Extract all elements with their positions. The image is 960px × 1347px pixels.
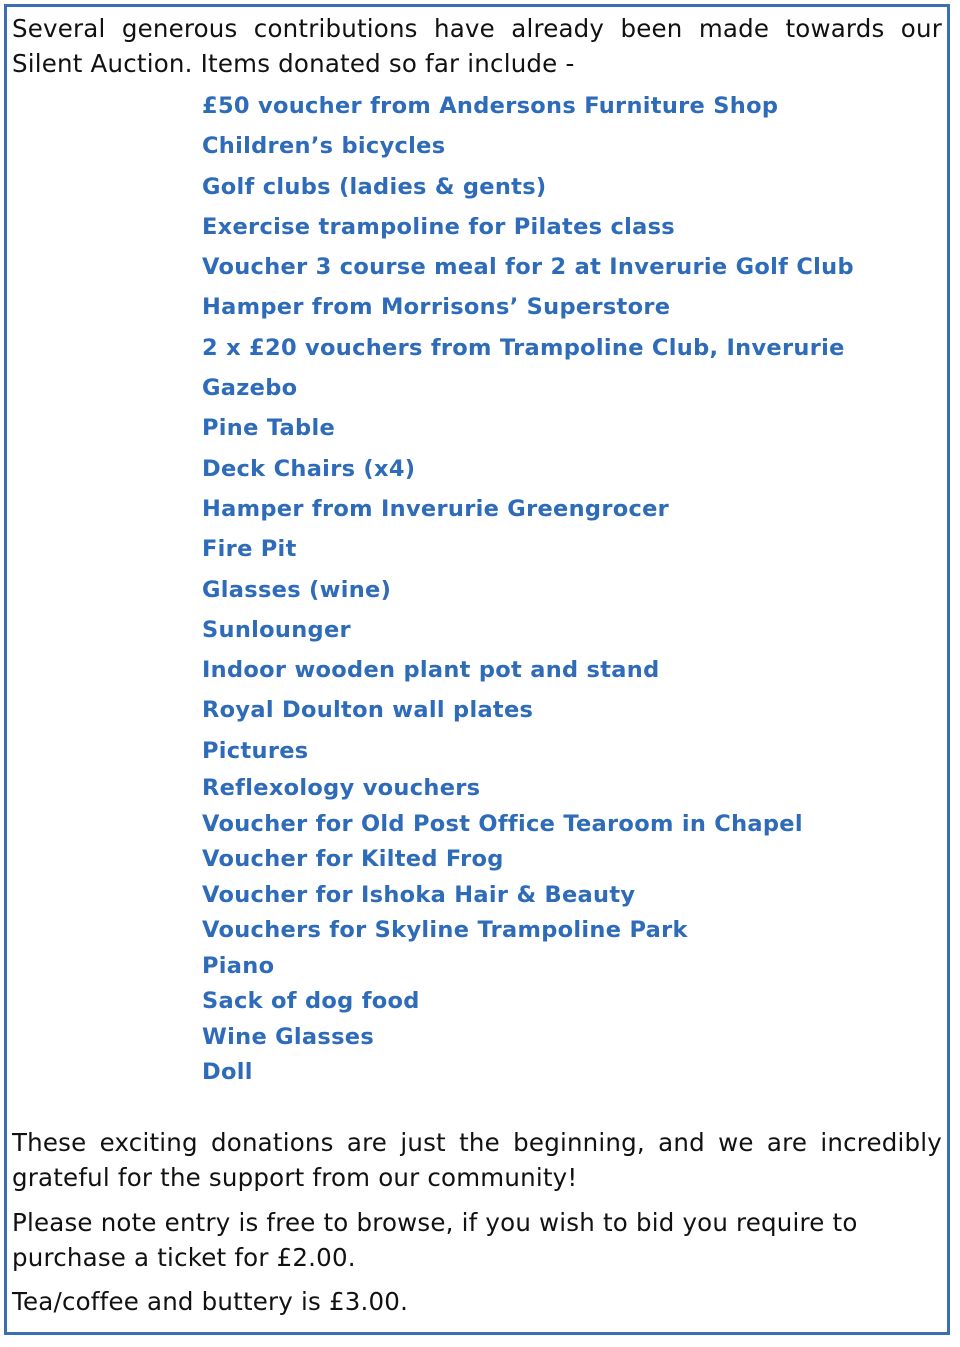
list-item: Voucher for Ishoka Hair & Beauty [202, 881, 636, 908]
list-item: Doll [202, 1059, 253, 1086]
list-item: 2 x £20 vouchers from Trampoline Club, Inverurie [202, 334, 845, 361]
list-item: Wine Glasses [202, 1023, 375, 1050]
list-item: Piano [202, 952, 275, 979]
list-item: Sunlounger [202, 616, 351, 643]
list-item: £50 voucher from Andersons Furniture Shop [202, 93, 779, 119]
list-item: Indoor wooden plant pot and stand [202, 657, 660, 684]
list-item: Exercise trampoline for Pilates class [202, 213, 675, 240]
list-item: Hamper from Morrisons’ Superstore [202, 294, 671, 321]
list-item: Glasses (wine) [202, 576, 392, 603]
list-item: Royal Doulton wall plates [202, 697, 534, 724]
intro-paragraph: Several generous contributions have already been made towards our Silent Auction. Items donated so far include - [12, 14, 942, 78]
list-item: Deck Chairs (x4) [202, 455, 416, 482]
list-item: Pine Table [202, 415, 336, 442]
list-item: Gazebo [202, 375, 298, 402]
list-item: Reflexology vouchers [202, 775, 481, 802]
list-item: Voucher 3 course meal for 2 at Inverurie Golf Club [202, 254, 854, 281]
list-item: Pictures [202, 737, 309, 764]
donated-items-list [202, 86, 854, 1091]
list-item: Voucher for Old Post Office Tearoom in Chapel [202, 810, 803, 837]
entry-fee-paragraph: Please note entry is free to browse, if you wish to bid you require to purchase a ticket for £2.00. [12, 1208, 858, 1272]
list-item: Sack of dog food [202, 988, 420, 1015]
list-item: Golf clubs (ladies & gents) [202, 173, 547, 200]
list-item: Vouchers for Skyline Trampoline Park [202, 917, 688, 944]
list-item: Hamper from Inverurie Greengrocer [202, 495, 670, 522]
list-item: Voucher for Kilted Frog [202, 846, 504, 873]
list-item: Fire Pit [202, 536, 297, 563]
refreshments-paragraph: Tea/coffee and buttery is £3.00. [12, 1287, 409, 1316]
gratitude-paragraph: These exciting donations are just the beginning, and we are incredibly grateful for the support from our community! [12, 1128, 942, 1192]
list-item: Children’s bicycles [202, 133, 446, 160]
